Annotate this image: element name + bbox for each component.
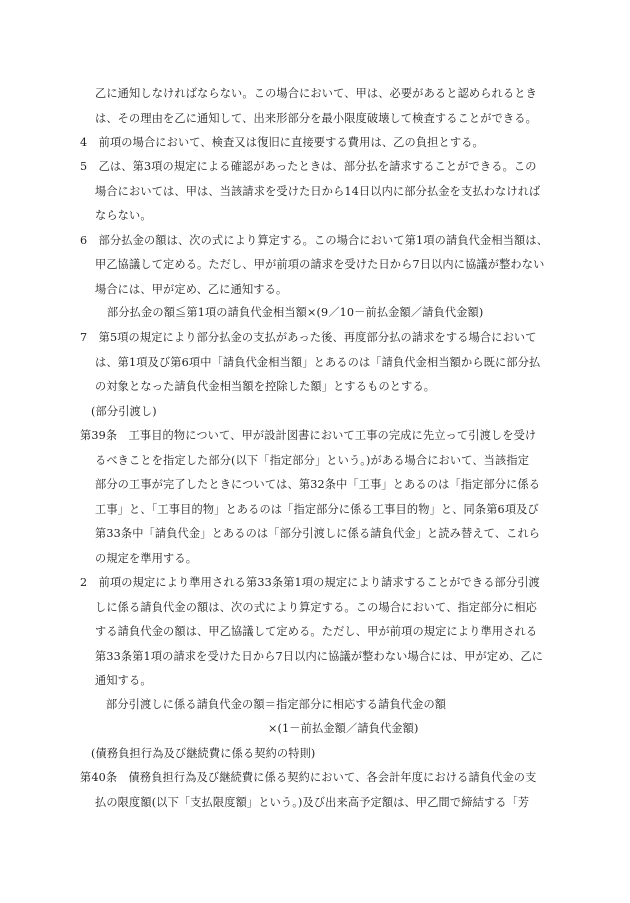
text-line: ならない。 (95, 209, 152, 222)
text-line: 7 第5項の規定により部分払金の支払があった後、再度部分払の請求をする場合において (80, 331, 537, 344)
text-line: 乙に通知しなければならない。この場合において、甲は、必要があると認められるとき (95, 87, 537, 100)
section-heading: (部分引渡し) (91, 405, 157, 418)
text-line: 第33条第1項の請求を受けた日から7日以内に協議が整わない場合には、甲が定め、乙に (95, 650, 544, 663)
text-line: の規定を準用する。 (95, 552, 198, 565)
text-line: 払の限度額(以下「支払限度額」という。)及び出来高予定額は、甲乙間で締結する「芳 (95, 796, 530, 809)
text-line: 第33条中「請負代金」とあるのは「部分引渡しに係る請負代金」と読み替えて、これら (95, 527, 541, 540)
text-line: は、その理由を乙に通知して、出来形部分を最小限度破壊して検査することができる。 (95, 112, 537, 125)
text-line: 5 乙は、第3項の規定による確認があったときは、部分払を請求することができる。この (80, 160, 537, 173)
formula-line: ×(1－前払金額／請負代金額) (268, 722, 419, 735)
text-line: 工事」と、「工事目的物」とあるのは「指定部分に係る工事目的物」と、同条第6項及び (95, 503, 539, 516)
section-heading: (債務負担行為及び継続費に係る契約の特則) (91, 747, 316, 760)
article-line: 第39条 工事目的物について、甲が設計図書において工事の完成に先立って引渡しを受け (80, 429, 537, 442)
text-line: は、第1項及び第6項中「請負代金相当額」とあるのは「請負代金相当額から既に部分払 (95, 356, 541, 369)
text-line: 場合には、甲が定め、乙に通知する。 (95, 283, 288, 296)
formula-line: 部分引渡しに係る請負代金の額＝指定部分に相応する請負代金の額 (106, 698, 447, 711)
article-line: 第40条 債務負担行為及び継続費に係る契約において、各会計年度における請負代金の支 (80, 771, 537, 784)
formula-line: 部分払金の額≦第1項の請負代金相当額×(9／10－前払金額／請負代金額) (107, 306, 484, 319)
text-line: 6 部分払金の額は、次の式により算定する。この場合において第1項の請負代金相当額は、 (80, 234, 549, 247)
text-line: 場合においては、甲は、当該請求を受けた日から14日以内に部分払金を支払わなければ (95, 185, 541, 198)
text-line: 通知する。 (95, 674, 152, 687)
text-line: 4 前項の場合において、検査又は復旧に直接要する費用は、乙の負担とする。 (80, 136, 484, 149)
text-line: する請負代金の額は、甲乙協議して定める。ただし、甲が前項の規定により準用される (95, 625, 538, 638)
text-line: 甲乙協議して定める。ただし、甲が前項の請求を受けた日から7日以内に協議が整わない (95, 258, 545, 271)
text-line: しに係る請負代金の額は、次の式により算定する。この場合において、指定部分に相応 (95, 601, 537, 614)
text-line: の対象となった請負代金相当額を控除した額」とするものとする。 (95, 380, 436, 393)
text-line: 部分の工事が完了したときについては、第32条中「工事」とあるのは「指定部分に係る (95, 478, 541, 491)
text-line: 2 前項の規定により準用される第33条第1項の規定により請求することができる部分引渡 (80, 576, 540, 589)
text-line: るべきことを指定した部分(以下「指定部分」という。)がある場合において、当該指定 (95, 454, 530, 467)
